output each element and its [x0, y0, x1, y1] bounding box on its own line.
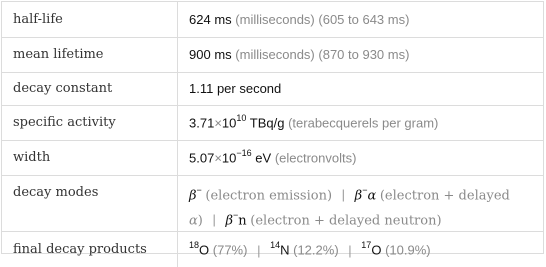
width-base: 10 [221, 150, 237, 166]
width-mantissa: 5.07 [189, 150, 215, 166]
mean-lifetime-unit: ms [214, 47, 232, 62]
width-value-cell [178, 140, 544, 175]
properties-table [2, 2, 543, 267]
row-half-life [2, 2, 543, 37]
product-2-mass: 14 [270, 240, 281, 251]
decay-mode-2-desc-alpha: α [189, 213, 198, 229]
decay-modes-value-cell [178, 175, 544, 232]
properties-table-frame [1, 1, 544, 258]
half-life-value-cell [178, 2, 544, 37]
decay-constant-value: 1.11 per second [178, 72, 544, 105]
width-times: × [214, 150, 222, 166]
product-1-percent: (77%) [212, 242, 248, 258]
mean-lifetime-value: 900 [189, 47, 211, 62]
specific-activity-unit: TBq/g [249, 115, 285, 131]
product-2-percent: (12.2%) [293, 242, 339, 258]
decay-constant-label: decay constant [2, 72, 178, 105]
product-3-percent: (10.9%) [385, 242, 431, 258]
specific-activity-base: 10 [221, 115, 237, 131]
decay-mode-1-sup: − [196, 184, 202, 195]
row-width [2, 140, 543, 175]
row-specific-activity [2, 105, 543, 140]
product-separator-2: | [348, 242, 352, 258]
half-life-unit: ms [214, 11, 232, 27]
specific-activity-unit-long: (terabecquerels per gram) [288, 115, 439, 131]
decay-mode-3-symbol: β [225, 213, 234, 229]
mean-lifetime-unit-long: (milliseconds) [235, 47, 315, 62]
row-final-decay-products [2, 232, 543, 267]
product-3-mass: 17 [361, 240, 372, 251]
decay-mode-1-symbol: β [189, 187, 197, 203]
decay-mode-separator-1: | [341, 186, 346, 202]
specific-activity-value-cell [178, 105, 544, 140]
final-decay-products-value-cell [178, 232, 544, 267]
width-label: width [2, 140, 178, 175]
decay-mode-2-symbol: β [354, 187, 363, 203]
specific-activity-exponent: 10 [236, 113, 247, 124]
decay-mode-3-sup: − [233, 209, 239, 220]
decay-mode-3-n: n [238, 213, 247, 229]
product-1-mass: 18 [189, 240, 200, 251]
decay-mode-2-sup: − [362, 184, 368, 195]
half-life-label: half-life [2, 2, 178, 37]
width-unit-long: (electronvolts) [274, 150, 357, 166]
decay-mode-2-alpha: α [367, 187, 377, 203]
specific-activity-label: specific activity [2, 105, 178, 140]
decay-mode-2-desc-close: ) [197, 213, 203, 229]
decay-mode-3-desc: (electron + delayed neutron) [250, 213, 442, 229]
decay-mode-2-desc-a: (electron + delayed [379, 187, 510, 203]
decay-modes-label: decay modes [2, 175, 178, 232]
product-1-element: O [199, 242, 210, 258]
decay-mode-1-desc: (electron emission) [205, 187, 333, 203]
product-2-element: N [280, 242, 290, 258]
mean-lifetime-value-cell [178, 37, 544, 72]
mean-lifetime-label: mean lifetime [2, 37, 178, 72]
row-decay-modes [2, 175, 543, 232]
product-separator-1: | [257, 242, 261, 258]
width-exponent: −16 [236, 148, 252, 159]
row-decay-constant [2, 72, 543, 105]
row-mean-lifetime [2, 37, 543, 72]
decay-mode-separator-2: | [212, 212, 216, 228]
width-unit: eV [255, 150, 272, 166]
half-life-unit-long: (milliseconds) [235, 11, 315, 27]
half-life-range: (605 to 643 ms) [318, 11, 410, 27]
mean-lifetime-range: (870 to 930 ms) [318, 47, 410, 62]
half-life-value: 624 [189, 11, 211, 27]
product-3-element: O [371, 242, 382, 258]
specific-activity-mantissa: 3.71 [189, 115, 215, 131]
specific-activity-times: × [214, 115, 222, 131]
final-decay-products-label: final decay products [2, 232, 178, 267]
